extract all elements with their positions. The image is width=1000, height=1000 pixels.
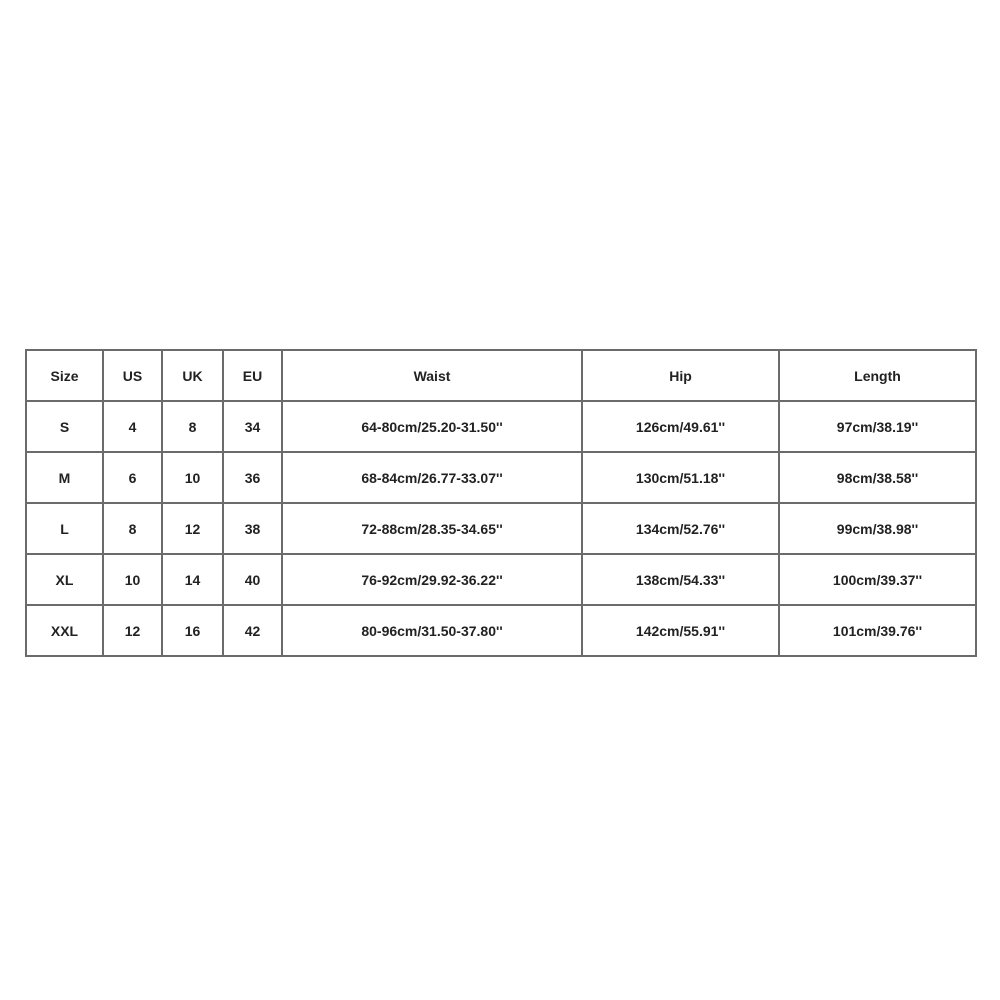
size-chart-table bbox=[25, 349, 977, 657]
table-row bbox=[26, 401, 976, 452]
cell-hip: 134cm/52.76'' bbox=[582, 503, 779, 554]
table-row bbox=[26, 605, 976, 656]
cell-us: 8 bbox=[103, 503, 162, 554]
header-length: Length bbox=[779, 350, 976, 401]
cell-uk: 12 bbox=[162, 503, 223, 554]
cell-size: XL bbox=[26, 554, 103, 605]
header-uk: UK bbox=[162, 350, 223, 401]
cell-eu: 42 bbox=[223, 605, 282, 656]
cell-uk: 14 bbox=[162, 554, 223, 605]
cell-length: 99cm/38.98'' bbox=[779, 503, 976, 554]
cell-eu: 38 bbox=[223, 503, 282, 554]
cell-uk: 10 bbox=[162, 452, 223, 503]
cell-size: L bbox=[26, 503, 103, 554]
cell-waist: 72-88cm/28.35-34.65'' bbox=[282, 503, 582, 554]
header-eu: EU bbox=[223, 350, 282, 401]
cell-us: 6 bbox=[103, 452, 162, 503]
table-row bbox=[26, 452, 976, 503]
cell-hip: 130cm/51.18'' bbox=[582, 452, 779, 503]
cell-waist: 76-92cm/29.92-36.22'' bbox=[282, 554, 582, 605]
cell-size: M bbox=[26, 452, 103, 503]
cell-hip: 138cm/54.33'' bbox=[582, 554, 779, 605]
cell-us: 4 bbox=[103, 401, 162, 452]
cell-hip: 142cm/55.91'' bbox=[582, 605, 779, 656]
cell-eu: 40 bbox=[223, 554, 282, 605]
cell-uk: 8 bbox=[162, 401, 223, 452]
cell-length: 100cm/39.37'' bbox=[779, 554, 976, 605]
cell-length: 97cm/38.19'' bbox=[779, 401, 976, 452]
cell-waist: 68-84cm/26.77-33.07'' bbox=[282, 452, 582, 503]
header-size: Size bbox=[26, 350, 103, 401]
cell-us: 10 bbox=[103, 554, 162, 605]
header-hip: Hip bbox=[582, 350, 779, 401]
cell-waist: 64-80cm/25.20-31.50'' bbox=[282, 401, 582, 452]
cell-size: S bbox=[26, 401, 103, 452]
header-waist: Waist bbox=[282, 350, 582, 401]
cell-us: 12 bbox=[103, 605, 162, 656]
cell-waist: 80-96cm/31.50-37.80'' bbox=[282, 605, 582, 656]
cell-uk: 16 bbox=[162, 605, 223, 656]
header-us: US bbox=[103, 350, 162, 401]
table-row bbox=[26, 554, 976, 605]
cell-hip: 126cm/49.61'' bbox=[582, 401, 779, 452]
cell-eu: 34 bbox=[223, 401, 282, 452]
cell-size: XXL bbox=[26, 605, 103, 656]
cell-eu: 36 bbox=[223, 452, 282, 503]
header-row bbox=[26, 350, 976, 401]
cell-length: 98cm/38.58'' bbox=[779, 452, 976, 503]
table-row bbox=[26, 503, 976, 554]
cell-length: 101cm/39.76'' bbox=[779, 605, 976, 656]
